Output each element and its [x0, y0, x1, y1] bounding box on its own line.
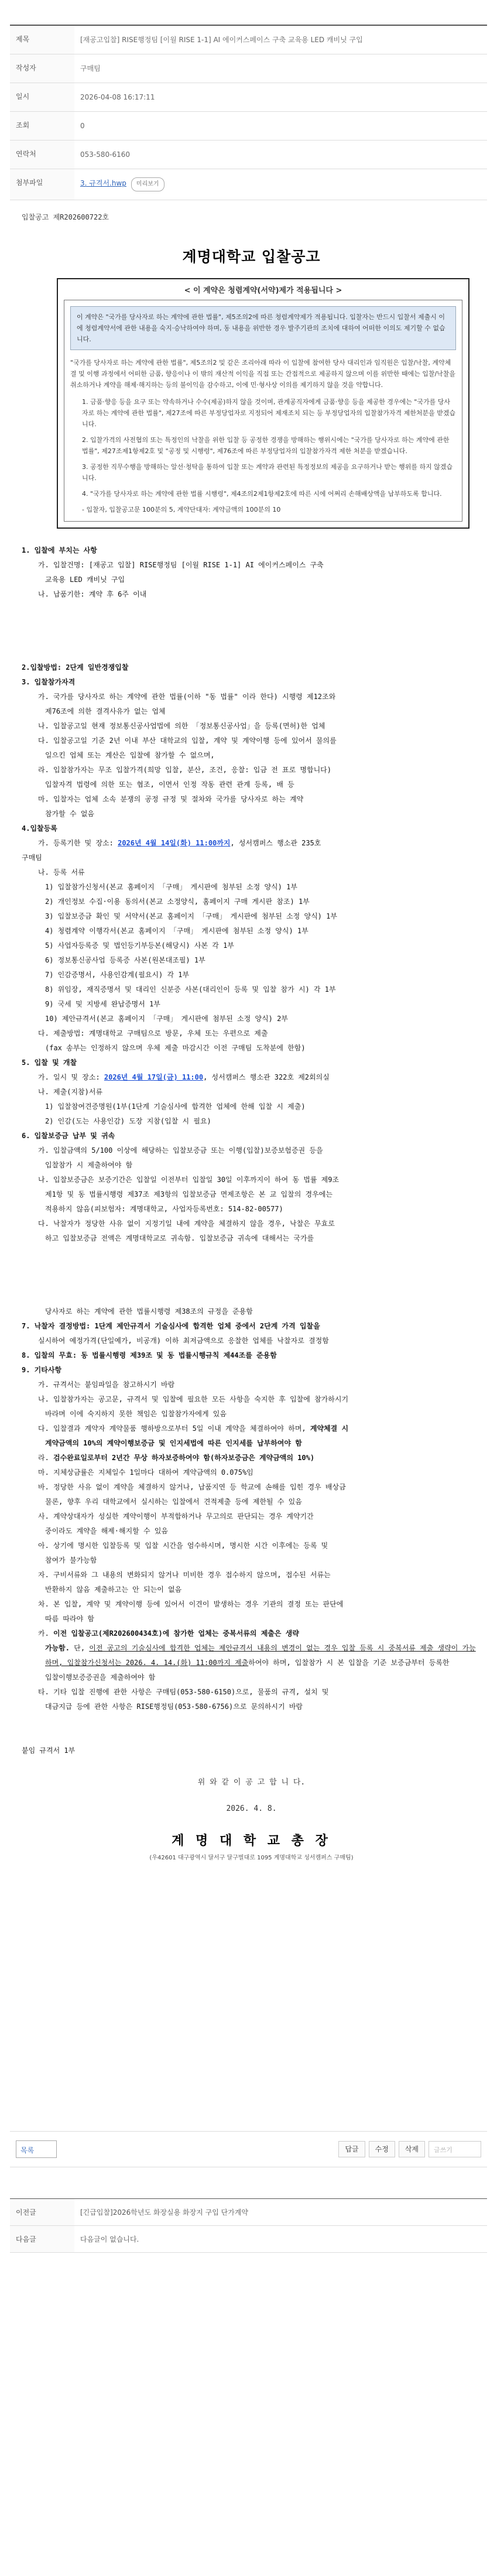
- meta-value: 2026-04-08 16:17:11: [80, 93, 155, 101]
- notice-line: 가. 규격서는 붙임파일을 참고하시기 바람: [38, 1381, 175, 1389]
- notice-line: 10) 제안규격서(본교 홈페이지 「구매」 게시판에 첨부된 소정 양식) 2부: [45, 1015, 288, 1023]
- notice-line: 1) 입찰참가신청서(본교 홈페이지 「구매」 게시판에 첨부된 소정 양식) 1부: [45, 883, 297, 891]
- meta-label: 연락처: [10, 141, 74, 169]
- meta-label: 제목: [10, 26, 74, 54]
- notice-line: 타. 기타 입찰 진행에 관한 사항은 구매팀(053-580-6150)으로, 물품의 규격, 설치 및: [38, 1688, 329, 1696]
- notice-line: 2.입찰방법: 2단계 일반경쟁입찰: [22, 663, 129, 672]
- notice-line: 사. 계약상대자가 성실한 계약이행이 부적합하거나 무고의로 판단되는 경우 계약기간: [38, 1512, 314, 1520]
- notice-line: 라. 검수완료일로부터 2년간 무상 하자보증하여야 함(하자보증금은 계약금액의 10%): [38, 1454, 315, 1462]
- attachment-file-link[interactable]: 3. 규격서.hwp: [80, 179, 126, 187]
- notice-line: 바라며 이에 숙지하지 못한 책임은 입찰참가자에게 있음: [45, 1410, 227, 1418]
- attachment-label: 첨부파일: [10, 169, 74, 200]
- integrity-notice-item: 1. 금품·향응 등을 요구 또는 약속하거나 수수(제공)하지 않을 것이며, 관계공직자에게 금품·향응 등을 제공한 경우에는 "국가를 당사자로 하는 계약에 관한 법률", 제27조에 따른 부정당업자로 지정되어 제재조치 되는 등 부정당업자의 입찰참가자격 제한처분을 받겠습니다.: [82, 398, 456, 428]
- notice-line: 라. 입찰참가자는 무조 입찰가격(희망 입찰, 분산, 조건, 응찰: 입금 전 표로 명합니다): [38, 766, 331, 774]
- notice-date: 2026. 4. 8.: [226, 1804, 277, 1813]
- meta-row: [10, 26, 487, 54]
- meta-label: 일시: [10, 83, 74, 111]
- meta-row: [10, 54, 487, 83]
- attachment-row: [10, 169, 487, 200]
- notice-line: 제76조에 의한 결격사유가 없는 업체: [45, 707, 166, 715]
- notice-line: 일으킨 업체 또는 계산은 입찰에 참가할 수 없으며,: [45, 751, 215, 759]
- notice-line: 차. 본 입찰, 계약 및 계약이행 등에 있어서 이견이 발생하는 경우 기관의 결정 또는 판단에: [38, 1600, 344, 1608]
- notice-line: [22, 1714, 481, 1743]
- meta-value: 053-580-6160: [80, 150, 131, 159]
- notice-line: 9. 기타사항: [22, 1366, 62, 1374]
- notice-line: 나. 제출(지참)서류: [38, 1088, 103, 1096]
- prev-post-row[interactable]: [10, 2199, 487, 2226]
- notice-line: 다. 입찰공고일 기준 2년 이내 부산 대학교의 입찰, 계약 및 계약이행 등에 있어서 물의를: [38, 737, 337, 745]
- integrity-notice-item: 2. 입찰가격의 사전협의 또는 특정인의 낙찰을 위한 입찰 등 공정한 경쟁을 방해하는 행위시에는 "국가를 당사자로 하는 계약에 관한 법률", 제27조제1항제2호 및 "공정 및 시행령", 제76조에 따른 부정당업자의 입찰참가자격 제한 처분을 받겠습니다.: [82, 436, 450, 455]
- closing-statement: 위 와 같 이 공 고 합 니 다.: [197, 1778, 306, 1787]
- notice-line: 적용하지 않음(피보험자: 계명대학교, 사업자등록번호: 514-82-00577): [45, 1205, 283, 1213]
- notice-line: 나. 입찰보증금은 보증기간은 입찰일 이전부터 입찰일 30일 이후까지이 하여 동 법률 제9조: [38, 1176, 340, 1184]
- notice-line: 하고 입찰보증금 전액은 계명대학교로 귀속함. 입찰보증금 귀속에 대해서는 국가를: [45, 1234, 314, 1242]
- post-meta-table: [10, 25, 487, 200]
- notice-number: 입찰공고 제R202600722호: [22, 213, 109, 221]
- notice-line: 가능함. 단, 이전 공고의 기술심사에 합격한 업체는 제안규격서 내용의 변경이 없는 경우 입찰 등록 시 중복서류 제출 생략이 가능하며, 입찰참가신청서는 2026. 4. 14.(화) 11:00까지 제출하여야 하며, 입찰참가 시 본 입찰을 기준 보증금부터 등록한: [45, 1644, 476, 1667]
- notice-line: 마. 입찰자는 업체 소속 분쟁의 공정 규정 및 절차와 국가를 당사자로 하는 계약: [38, 795, 304, 803]
- notice-line: (fax 송부는 인정하지 않으며 우체 제출 마감시간 이전 구매팀 도착분에 한함): [45, 1044, 306, 1052]
- notice-line: 3) 입찰보증금 확인 및 서약서(본교 홈페이지 「구매」 게시판에 첨부된 소정 양식) 1부: [45, 912, 337, 920]
- notice-line: 교육용 LED 캐비닛 구입: [45, 576, 125, 584]
- notice-line: 제1항 및 동 법률시행령 제37조 제3항의 입찰보증금 면제조항은 본 교 입찰의 경우에는: [45, 1190, 333, 1198]
- notice-line: 입찰이행보증증권을 제출하여야 함: [45, 1673, 156, 1681]
- meta-label: 작성자: [10, 54, 74, 83]
- notice-sections: [22, 543, 481, 1758]
- integrity-notice-highlight: 이 계약은 "국가를 당사자로 하는 계약에 관한 법률", 제5조의2에 따른 청렴계약제가 적용됩니다. 입찰자는 반드시 입찰서 제출시 이에 청렴계약서에 관한 내용을 숙지·승낙하여야 하며, 동 내용을 위반한 경우 발주기관의 조치에 대하여 어떠한 이의도 제기할 수 없습니다.: [70, 306, 456, 350]
- edit-button[interactable]: 수정: [369, 2141, 395, 2157]
- preview-button[interactable]: 미리보기: [131, 177, 164, 191]
- notice-line: 대금지급 등에 관한 사항은 RISE행정팀(053-580-6756)으로 문의하시기 바람: [45, 1703, 303, 1711]
- notice-line: 2) 개인정보 수집·이용 동의서(본교 소정양식, 홈페이지 구매 게시판 참조) 1부: [45, 898, 310, 906]
- notice-line: 당사자로 하는 계약에 관한 법률시행령 제38조의 규정을 준용함: [45, 1307, 253, 1316]
- notice-line: 계약금액의 10%의 계약이행보증금 및 인지세법에 따른 인지세를 납부하여야 함: [45, 1439, 302, 1447]
- notice-line: 다. 입찰결과 계약자 계약물품 행하방으로부터 5일 이내 계약을 체결하여야 하며, 계약체결 시: [38, 1424, 349, 1433]
- notice-line: 다. 낙찰자가 정당한 사유 없이 지정기일 내에 계약을 체결하지 않을 경우, 낙찰은 무효로: [38, 1220, 335, 1228]
- notice-title: 계명대학교 입찰공고: [182, 248, 321, 265]
- notice-line: 1) 입찰참여견증명원(1부(1단계 기술심사에 합격한 업체에 한해 입찰 시 제출): [45, 1102, 306, 1111]
- notice-line: 나. 입찰참가자는 공고문, 규격서 및 입찰에 필요한 모든 사항을 숙지한 후 입찰에 참가하시기: [38, 1395, 349, 1403]
- notice-line: 카. 이전 입찰공고(제R202600434호)에 참가한 업체는 중복서류의 제출은 생략: [38, 1629, 299, 1638]
- integrity-notice-box: [57, 278, 469, 529]
- notice-line: 가. 국가를 당사자로 하는 계약에 관한 법률(이하 "동 법률" 이라 한다) 시행령 제12조와: [38, 693, 336, 701]
- notice-line: 가. 입찰건명: [재공고 입찰] RISE행정팀 [이월 RISE 1-1] AI 에이커스페이스 구축: [38, 561, 324, 569]
- meta-row: [10, 83, 487, 112]
- notice-line: 반환하지 않음 제출하고는 안 되는이 없음: [45, 1585, 182, 1594]
- notice-line: 마. 지체상금률은 지체일수 1일마다 대하여 계약금액의 0.075%임: [38, 1468, 253, 1477]
- notice-document: [10, 200, 487, 1861]
- notice-line: 8. 입찰의 무효: 동 법률시행령 제39조 및 동 법률시행규칙 제44조를 준용함: [22, 1351, 277, 1359]
- integrity-notice-list: [70, 396, 456, 499]
- notice-line: 아. 상기에 명시한 입찰등록 및 입찰 시간을 엄수하시며, 명시한 시간 이후에는 등록 및: [38, 1542, 328, 1550]
- post-container: [10, 25, 487, 1861]
- notice-line: 가. 일시 및 장소: 2026년 4월 17일(금) 11:00, 성서캠퍼스 행소관 322호 제2회의실: [38, 1073, 330, 1081]
- notice-line: 입찰참가 시 제출하여야 함: [45, 1161, 133, 1169]
- meta-value: 0: [80, 122, 85, 130]
- notice-line: 물론, 향후 우리 대학교에서 실시하는 입찰에서 견적제출 등에 제한될 수 있음: [45, 1498, 302, 1506]
- post-navigation: [10, 2198, 487, 2253]
- notice-line: 입찰자격 법령에 의한 또는 협조, 이면서 인정 작동 관련 관계 등록, 배 등: [45, 780, 294, 789]
- notice-line: 구매팀: [22, 854, 42, 862]
- prev-post-label: 이전글: [10, 2199, 74, 2225]
- signer-address: (우42601 대구광역시 달서구 달구벌대로 1095 계명대학교 성서캠퍼스 구매팀): [149, 1855, 354, 1861]
- notice-line: 3. 입찰참가자격: [22, 678, 76, 686]
- notice-line: 가. 등록기한 및 장소: 2026년 4월 14일(화) 11:00까지, 성서캠퍼스 행소관 235호: [38, 839, 321, 847]
- notice-line: 5. 입찰 및 개찰: [22, 1059, 77, 1067]
- notice-line: 2) 인감(도는 사용인감) 도장 지참(입찰 시 필요): [45, 1117, 211, 1125]
- notice-line: [22, 602, 481, 660]
- notice-line: 나. 등록 서류: [38, 868, 85, 876]
- meta-label: 조회: [10, 112, 74, 140]
- delete-button[interactable]: 삭제: [399, 2141, 425, 2157]
- reply-button[interactable]: 답글: [338, 2141, 365, 2157]
- meta-row: [10, 141, 487, 169]
- integrity-notice-body: [64, 300, 462, 522]
- notice-line: 4.입찰등록: [22, 824, 57, 833]
- notice-line: 5) 사업자등록증 및 법인등기부등본(해당시) 사본 각 1부: [45, 941, 234, 950]
- notice-line: 나. 납품기한: 계약 후 6주 이내: [38, 590, 147, 598]
- notice-line: [22, 1246, 481, 1304]
- notice-line: 다. 제출방법: 계명대학교 구매팀으로 방문, 우체 또는 우편으로 제출: [38, 1029, 268, 1037]
- notice-line: 참가할 수 없음: [45, 810, 95, 818]
- list-button[interactable]: 목록: [16, 2140, 57, 2158]
- meta-value: [재공고입찰] RISE행정팀 [이월 RISE 1-1] AI 에이커스페이스 구축 교육용 LED 캐비닛 구입: [80, 36, 363, 44]
- notice-line: 9) 국세 및 지방세 완납증명서 1부: [45, 1000, 160, 1008]
- notice-line: 나. 입찰공고일 현재 정보통신공사업법에 의한 「정보통신공사업」을 등록(면허)한 업체: [38, 722, 325, 730]
- notice-line: 4) 청렴계약 이행각서(본교 홈페이지 「구매」 게시판에 첨부된 소정 양식) 1부: [45, 927, 309, 935]
- integrity-notice-item: 3. 공정한 직무수행을 방해하는 알선·청탁을 통하여 입찰 또는 계약과 관련된 특정정보의 제공을 요구하거나 받는 행위를 하지 않겠습니다.: [82, 463, 453, 482]
- next-post-label: 다음글: [10, 2226, 74, 2252]
- write-button[interactable]: 글쓰기: [429, 2141, 481, 2157]
- meta-row: [10, 112, 487, 141]
- integrity-notice-footnote: - 입찰자, 입찰공고문 100분의 5, 계약단대자: 계약금액의 100분의 10: [82, 506, 281, 513]
- notice-line: 가. 입찰금액의 5/100 이상에 해당하는 입찰보증금 또는 이행(입찰)보증보험증권 등을: [38, 1146, 323, 1155]
- notice-line: 따름 따라야 함: [45, 1615, 95, 1623]
- integrity-notice-item: 4. "국가를 당사자로 하는 계약에 관한 법률 시행령", 제4조의2제1항제2호에 따른 시에 어쩌리 손해배상액을 납부하도록 합니다.: [82, 490, 442, 498]
- prev-post-link[interactable]: [긴급입찰]2026학년도 화장실용 화장지 구입 단가계약: [80, 2208, 249, 2217]
- post-actions-bar: [10, 2131, 487, 2167]
- notice-line: 중이라도 계약을 해제·해지할 수 있음: [45, 1527, 169, 1535]
- next-post-value: 다음글이 없습니다.: [80, 2235, 139, 2243]
- notice-line: 1. 입찰에 부치는 사항: [22, 546, 97, 554]
- notice-line: 7. 낙찰자 결정방법: 1단계 제안규격서 기술심사에 합격한 업체 중에서 2단계 가격 입찰을: [22, 1322, 320, 1330]
- notice-line: 참여가 불가능함: [45, 1556, 97, 1564]
- notice-line: 바. 정당한 사유 없이 계약을 체결하지 않거나, 납품지연 등 학교에 손해를 입힌 경우 배상금: [38, 1483, 346, 1491]
- notice-line: 8) 위임장, 재직증명서 및 대리인 신분증 사본(대리인이 등록 및 입찰 참가 시) 각 1부: [45, 985, 336, 994]
- notice-line: 붙임 규격서 1부: [22, 1746, 76, 1755]
- integrity-notice-heading: < 이 계약은 청렴계약(서약)제가 적용됩니다 >: [184, 286, 342, 295]
- notice-line: 6) 정보통신공사업 등록증 사본(원본대조필) 1부: [45, 956, 205, 964]
- notice-line: 자. 구비서류와 그 내용의 변화되지 않거나 미비한 경우 접수하지 않으며, 접수된 서류는: [38, 1571, 331, 1579]
- notice-line: 실시하여 예정가격(단일예가, 비공개) 이하 최저금액으로 응찰한 업체를 낙찰자로 결정함: [38, 1337, 329, 1345]
- meta-value: 구매팀: [80, 64, 101, 73]
- signer-name: 계 명 대 학 교 총 장: [172, 1834, 331, 1848]
- integrity-notice-paragraph: "국가를 당사자로 하는 계약에 관한 법률", 제5조의2 및 같은 조리아래 따라 이 입찰에 참여한 당사 대리인과 임직원은 입찰/낙찰, 계약체결 및 이행 과정에서 어떠한 금품, 향응이나 이 밖의 재산적 이익을 직접 또는 간접적으로 제공하지 않으며 이를 위반한 때에는 입찰/낙찰을 취소하거나 계약을 해제·해지하는 등의 불이익을 감수하고, 이에 민·형사상 이의를 제기하지 않을 것을 약합니다.: [70, 359, 456, 389]
- next-post-row: [10, 2226, 487, 2253]
- notice-line: 7) 인감증명서, 사용인감계(필요시) 각 1부: [45, 971, 190, 979]
- notice-line: 6. 입찰보증금 납부 및 귀속: [22, 1132, 115, 1140]
